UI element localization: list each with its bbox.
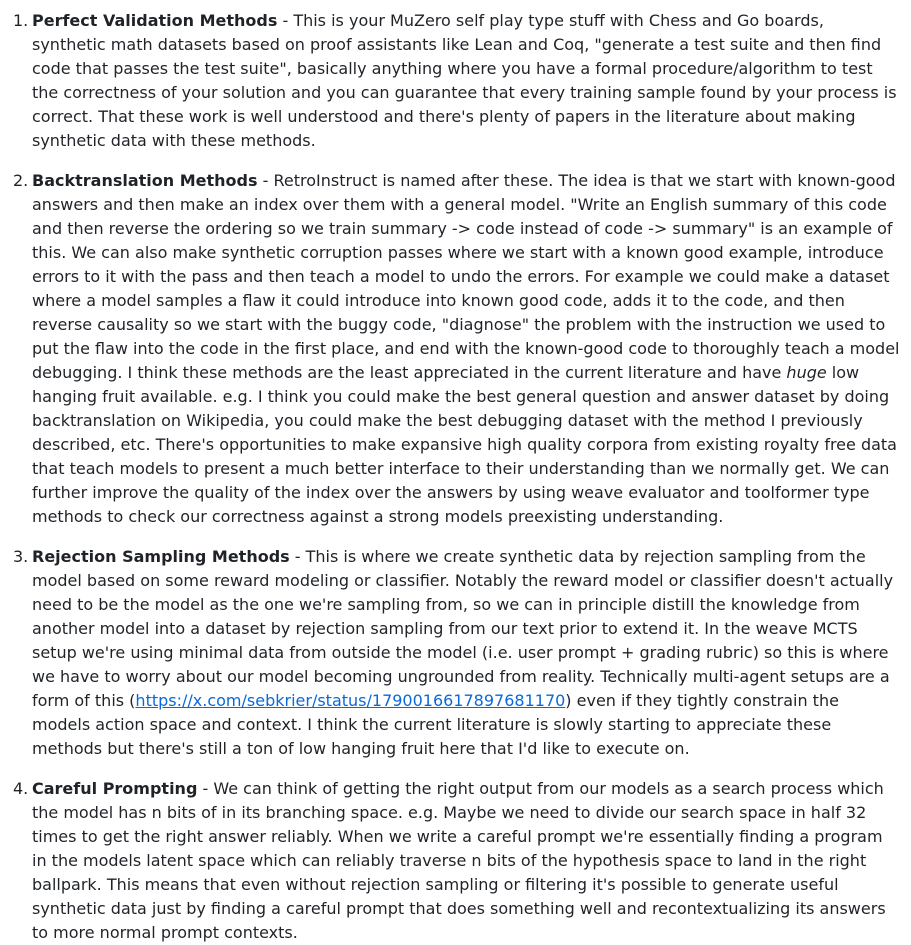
item-title: Rejection Sampling Methods: [32, 547, 290, 566]
item-body: - This is where we create synthetic data by rejection sampling from the model based on some reward modeling or classifier. Notably the reward model or classifier doesn't actually need to be the model as the one we're sampling from, so we can in principle distill the knowledge from another model into a dataset by rejection sampling from our text prior to extend it. In the weave MCTS setup we're using minimal data from outside the model (i.e. user prompt + grading rubric) so this is where we have to worry about our model becoming ungrounded from reality. Technically multi-agent setups are a form of this (: [32, 547, 894, 710]
list-number: 1.: [13, 11, 29, 30]
methods-list: [10, 9, 901, 945]
item-body-continued: ) even if they tightly constrain the models action space and context. I think the current literature is slowly starting to appreciate these methods but there's still a ton of low hanging fruit here that I'd like to execute on.: [32, 691, 839, 758]
list-item-perfect-validation: [10, 9, 901, 153]
list-item-careful-prompting: [10, 777, 901, 945]
item-title: Careful Prompting: [32, 779, 198, 798]
item-title: Backtranslation Methods: [32, 171, 258, 190]
list-item-rejection-sampling: [10, 545, 901, 761]
item-body: - This is your MuZero self play type stuff with Chess and Go boards, synthetic math datasets based on proof assistants like Lean and Coq, "generate a test suite and then find code that passes the test suite", basically anything where you have a formal procedure/algorithm to test the correctness of your solution and you can guarantee that every training sample found by your process is correct. That these work is well understood and there's plenty of papers in the literature about making synthetic data with these methods.: [32, 11, 897, 150]
list-item-backtranslation: [10, 169, 901, 529]
list-number: 3.: [13, 547, 29, 566]
item-body: - We can think of getting the right output from our models as a search process which the model has n bits of in its branching space. e.g. Maybe we need to divide our search space in half 32 times to get the right answer reliably. When we write a careful prompt we're essentially finding a program in the models latent space which can reliably traverse n bits of the hypothesis space to land in the right ballpark. This means that even without rejection sampling or filtering it's possible to generate useful synthetic data just by finding a careful prompt that does something well and recontextualizing its answers to more normal prompt contexts.: [32, 779, 886, 942]
item-emphasis: huge: [786, 363, 827, 382]
tweet-link[interactable]: https://x.com/sebkrier/status/1790016617897681170: [135, 691, 566, 710]
list-number: 2.: [13, 171, 29, 190]
list-number: 4.: [13, 779, 29, 798]
item-title: Perfect Validation Methods: [32, 11, 278, 30]
item-body: - RetroInstruct is named after these. The idea is that we start with known-good answers and then make an index over them with a general model. "Write an English summary of this code and then reverse the ordering so we train summary -> code instead of code -> summary" is an example of this. We can also make synthetic corruption passes where we start with a known good example, introduce errors to it with the pass and then teach a model to undo the errors. For example we could make a dataset where a model samples a flaw it could introduce into known good code, adds it to the code, and then reverse causality so we start with the buggy code, "diagnose" the problem with the instruction we used to put the flaw into the code in the first place, and end with the known-good code to thoroughly teach a model debugging. I think these methods are the least appreciated in the current literature and have: [32, 171, 900, 382]
item-body-continued: low hanging fruit available. e.g. I think you could make the best general question and answer dataset by doing backtranslation on Wikipedia, you could make the best debugging dataset with the method I previously described, etc. There's opportunities to make expansive high quality corpora from existing royalty free data that teach models to present a much better interface to their understanding than we normally get. We can further improve the quality of the index over the answers by using weave evaluator and toolformer type methods to check our correctness against a strong models preexisting understanding.: [32, 363, 897, 526]
